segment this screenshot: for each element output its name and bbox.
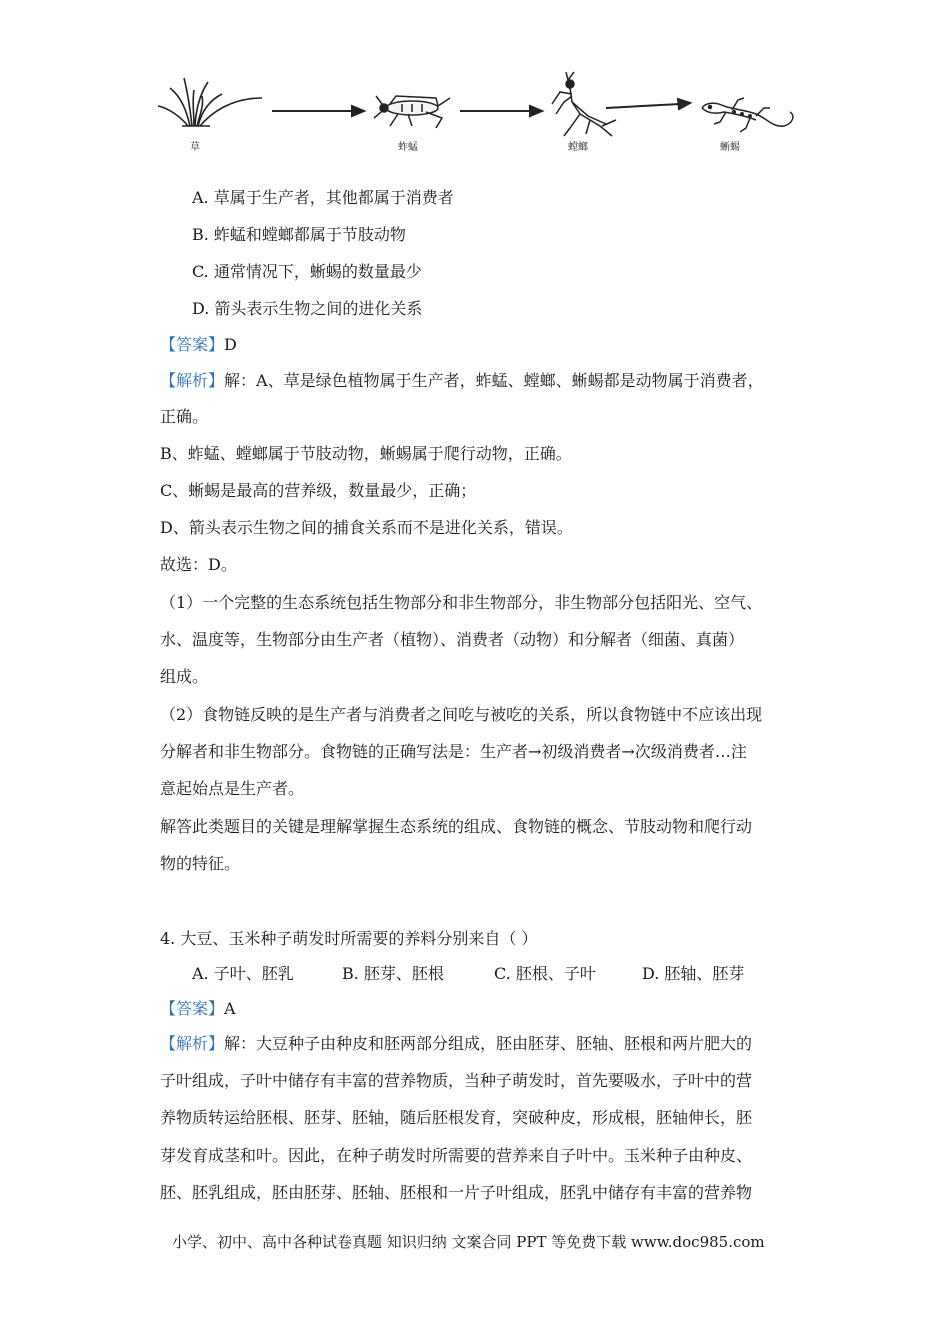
arrow-right-icon [460,106,542,116]
caption-grasshopper: 蚱蜢 [398,142,418,153]
q4-answer [160,998,236,1020]
q3-analysis-line: B、蚱蜢、螳螂属于节肢动物，蜥蜴属于爬行动物，正确。 [160,444,572,463]
page-footer: 小学、初中、高中各种试卷真题 知识归纳 文案合同 PPT 等免费下载 www.doc985.com [172,1233,765,1251]
q3-option-a: A. 草属于生产者，其他都属于消费者 [192,188,454,207]
q3-analysis-line: 正确。 [160,407,209,426]
food-chain-figure [150,68,810,160]
caption-lizard: 蜥蜴 [720,142,740,153]
grasshopper-icon [374,96,450,128]
mantis-icon [552,72,616,136]
q3-analysis-line: 意起始点是生产者。 [160,779,305,798]
q3-analysis-line: 故选：D。 [160,555,237,574]
analysis-tag: 【解析】 [160,1034,225,1053]
analysis-text: 解：大豆种子由种皮和胚两部分组成，胚由胚芽、胚轴、胚根和两片肥大的 [224,1034,753,1053]
lizard-icon [702,98,793,132]
q3-analysis-line: 水、温度等，生物部分由生产者（植物）、消费者（动物）和分解者（细菌、真菌） [160,630,745,649]
q3-analysis-line: 组成。 [160,667,209,686]
answer-tag: 【答案】 [160,335,225,354]
q3-option-b: B. 蚱蜢和螳螂都属于节肢动物 [192,225,406,244]
arrow-right-icon [272,106,364,116]
q4-option-d: D. 胚轴、胚芽 [642,964,745,983]
q4-analysis-line: 养物质转运给胚根、胚芽、胚轴，随后胚根发育，突破种皮，形成根，胚轴伸长，胚 [160,1108,753,1127]
q3-analysis-line [160,370,764,392]
q3-option-c: C. 通常情况下，蜥蜴的数量最少 [192,262,422,281]
q4-analysis-line: 芽发育成茎和叶。因此，在种子萌发时所需要的营养来自子叶中。玉米种子由种皮、 [160,1146,753,1165]
q3-analysis-line: C、蜥蜴是最高的营养级，数量最少，正确； [160,481,477,500]
q3-option-d: D. 箭头表示生物之间的进化关系 [192,299,423,318]
q4-option-c: C. 胚根、子叶 [494,964,596,983]
q4-option-b: B. 胚芽、胚根 [342,964,444,983]
food-chain-drawing [150,68,810,160]
q4-question: 4. 大豆、玉米种子萌发时所需要的养料分别来自（ ） [160,929,538,948]
q4-analysis-line: 子叶组成，子叶中储存有丰富的营养物质，当种子萌发时，首先要吸水，子叶中的营 [160,1071,753,1090]
answer-value: A [224,999,236,1018]
q3-analysis-line: 物的特征。 [160,854,241,873]
grass-icon [158,78,262,126]
q4-options [192,963,744,985]
q3-answer [160,334,237,356]
q3-analysis-line: D、箭头表示生物之间的捕食关系而不是进化关系，错误。 [160,518,573,537]
q3-analysis-line: （2）食物链反映的是生产者与消费者之间吃与被吃的关系，所以食物链中不应该出现 [160,705,763,724]
q3-analysis-line: 分解者和非生物部分。食物链的正确写法是：生产者→初级消费者→次级消费者…注 [160,742,747,761]
q4-analysis-line [160,1033,752,1055]
arrow-right-icon [606,99,690,109]
q3-analysis-line: （1）一个完整的生态系统包括生物部分和非生物部分，非生物部分包括阳光、空气、 [160,593,763,612]
caption-grass: 草 [190,142,200,153]
analysis-text: 解：A、草是绿色植物属于生产者，蚱蜢、螳螂、蜥蜴都是动物属于消费者， [224,371,764,390]
q4-analysis-line: 胚、胚乳组成，胚由胚芽、胚轴、胚根和一片子叶组成，胚乳中储存有丰富的营养物 [160,1183,753,1202]
answer-tag: 【答案】 [160,999,225,1018]
q4-option-a: A. 子叶、胚乳 [192,964,294,983]
caption-mantis: 螳螂 [568,142,588,153]
q3-analysis-line: 解答此类题目的关键是理解掌握生态系统的组成、食物链的概念、节肢动物和爬行动 [160,817,753,836]
analysis-tag: 【解析】 [160,371,225,390]
answer-value: D [224,335,237,354]
